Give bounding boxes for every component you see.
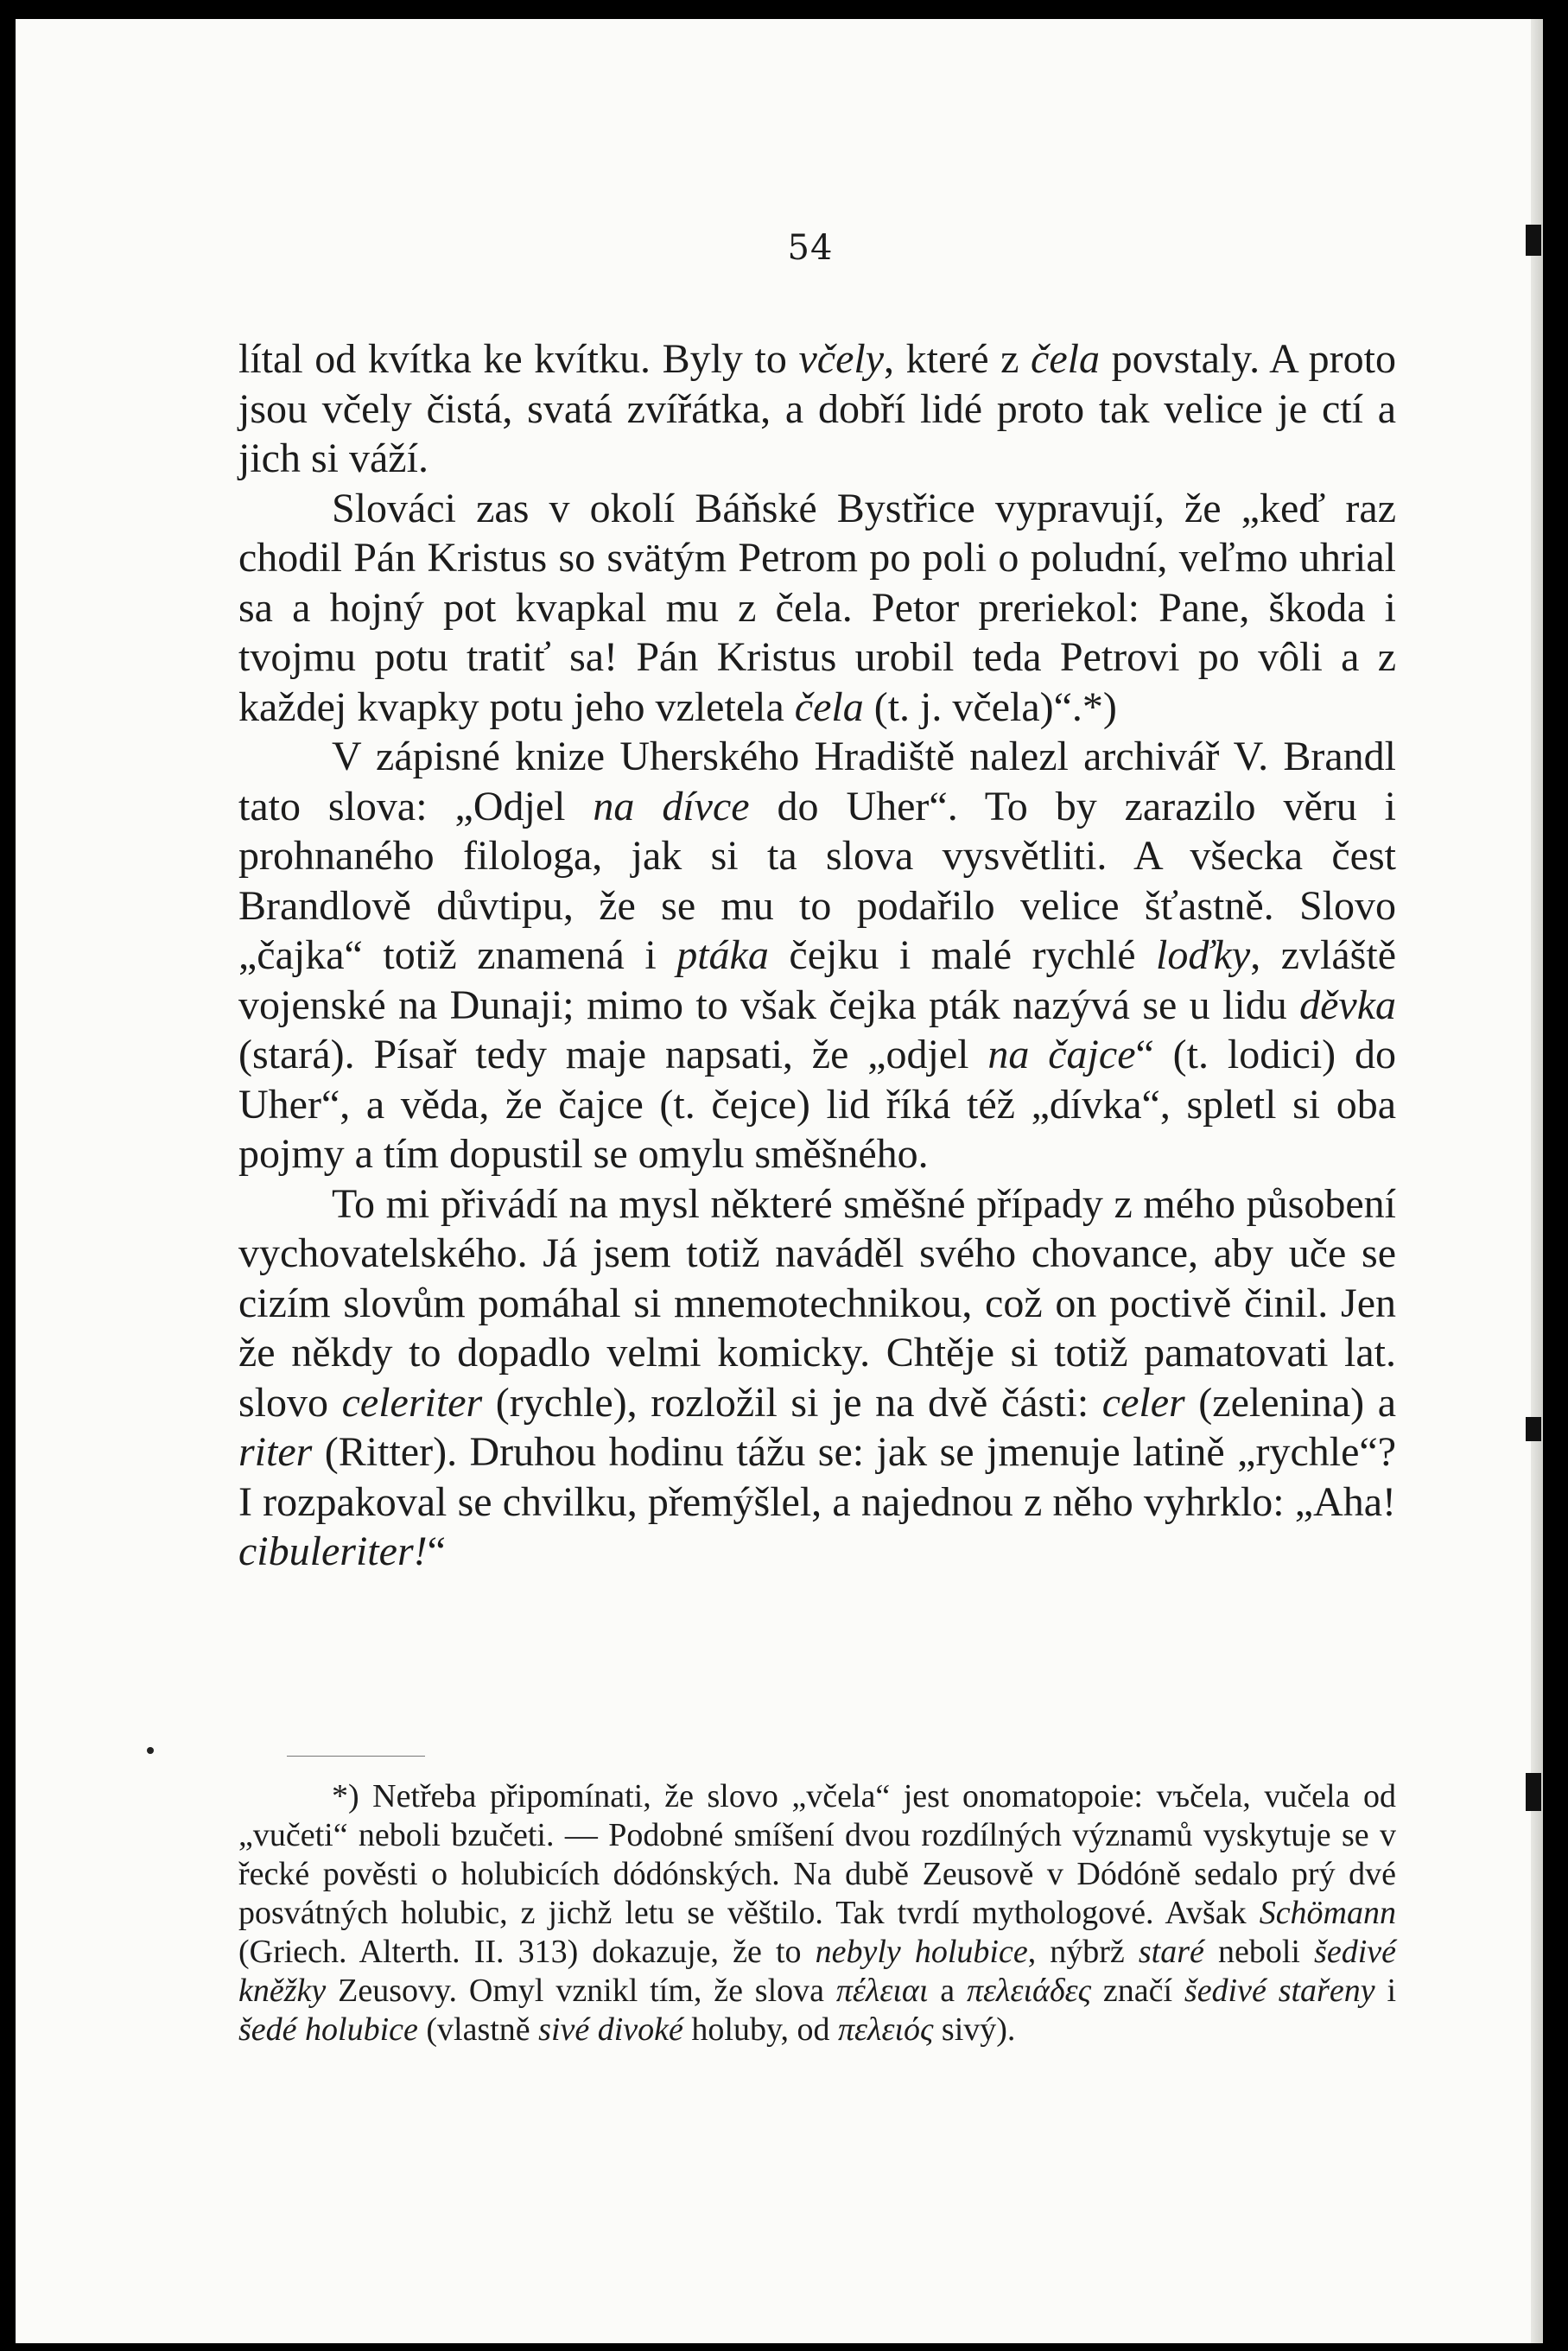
italic-text-run: na čajce <box>987 1032 1136 1077</box>
footnote <box>238 1777 1396 2049</box>
italic-text-run: staré <box>1138 1934 1204 1970</box>
book-page <box>16 19 1543 2343</box>
edge-tab-mark <box>1526 1417 1541 1441</box>
text-run: (Griech. Alterth. II. 313) dokazuje, že to <box>238 1934 816 1970</box>
text-run: Slováci zas v okolí Báňské Bystřice vypravují, že „keď raz chodil Pán Kristus so svätým Petrom po poli o poludní, veľmo uhrial sa a hojný pot kvapkal mu z čela. Petor preriekol: Pane, škoda i tvojmu potu tratiť sa! Pán Kristus urobil teda Petrovi po vôli a z každej kvapky potu jeho vzletela <box>238 485 1396 730</box>
text-run: V zápisné knize Uherského Hradiště nalezl archivář V. Brandl tato slova: „Odjel <box>238 734 1396 829</box>
italic-text-run: včely <box>798 336 885 382</box>
italic-text-run: sivé divoké <box>538 2011 683 2048</box>
text-run: značí <box>1091 1973 1184 2009</box>
italic-text-run: šedé holubice <box>238 2011 418 2048</box>
text-run: Zeusovy. Omyl vznikl tím, že slova <box>326 1973 836 2009</box>
text-run: (t. j. včela)“.*) <box>863 683 1117 730</box>
text-run: , nýbrž <box>1027 1934 1139 1970</box>
page-edge-shadow <box>1531 19 1543 2343</box>
text-run: holuby, od <box>682 2011 838 2048</box>
paragraph <box>238 732 1396 1179</box>
italic-text-run: nebyly holubice <box>815 1934 1028 1970</box>
italic-text-run: děvka <box>1299 982 1396 1028</box>
italic-text-run: Schömann <box>1259 1895 1396 1931</box>
ink-speck <box>147 1747 154 1754</box>
text-run: lítal od kvítka ke kvítku. Byly to <box>238 336 799 382</box>
text-run: “ (t. lodici) do Uher“, a věda, že čajce (t. čejce) lid říká též „dívka“, spletl si oba pojmy a tím dopustil se omylu směšného. <box>238 1032 1397 1177</box>
paragraph <box>238 334 1396 484</box>
text-run: “ <box>427 1528 446 1574</box>
italic-text-run: πέλειαι <box>835 1973 929 2009</box>
italic-text-run: πελειός <box>838 2011 934 2048</box>
text-run: i <box>1374 1973 1397 2009</box>
italic-text-run: celeriter <box>341 1379 483 1426</box>
text-run: *) Netřeba připomínati, že slovo „včela“ jest onomatopoie: vъčela, vučela od „vučeti“ neboli bzučeti. — Podobné smíšení dvou rozdílných významů vyskytuje se v řecké pověsti o holubicích dódónských. Na dubě Zeusově v Dódóně sedalo prý dvé posvátných holubic, z jichž letu se věštilo. Tak tvrdí mythologové. Avšak <box>238 1778 1396 1931</box>
italic-text-run: loďky <box>1156 932 1251 978</box>
text-run: To mi přivádí na mysl některé směšné případy z mého působení vychovatelského. Já jsem totiž naváděl svého chovance, aby uče se cizím slovům pomáhal si mnemotechnikou, což on poctivě činil. Jen že někdy to dopadlo velmi komicky. Chtěje si totiž pamatovati lat. slovo <box>238 1180 1396 1426</box>
page-number: 54 <box>787 228 834 268</box>
italic-text-run: čela <box>794 683 864 730</box>
italic-text-run: šedivé stařeny <box>1184 1973 1375 2009</box>
text-run: čejku i malé rychlé <box>768 932 1157 978</box>
italic-text-run: čela <box>1031 336 1100 382</box>
italic-text-run: ptáka <box>676 932 769 978</box>
paragraph <box>238 1179 1396 1577</box>
text-run: (rychle), rozložil si je na dvě části: <box>482 1379 1102 1426</box>
text-run: sivý). <box>933 2011 1016 2048</box>
text-run: (Ritter). Druhou hodinu tážu se: jak se jmenuje latině „rychle“? I rozpakoval se chvilku, přemýšlel, a najednou z něho vyhrklo: „Aha! <box>238 1429 1396 1525</box>
text-run: povstaly. A proto jsou včely čistá, svatá zvířátka, a dobří lidé proto tak velice je ctí a jich si váží. <box>238 336 1396 481</box>
text-run: do Uher“. To by zarazilo věru i prohnaného filologa, jak si ta slova vysvětliti. A všecka čest Brandlově důvtipu, že se mu to podařilo velice šťastně. Slovo „čajka“ totiž znamená i <box>238 783 1396 978</box>
italic-text-run: πελειάδες <box>967 1973 1092 2009</box>
italic-text-run: cibuleriter! <box>238 1528 428 1574</box>
paragraph <box>238 484 1396 733</box>
text-run: a <box>928 1973 967 2009</box>
footnote-separator <box>287 1756 425 1757</box>
text-run: neboli <box>1203 1934 1315 1970</box>
text-run: (stará). Písař tedy maje napsati, že „odjel <box>238 1032 988 1077</box>
text-run: (vlastně <box>417 2011 539 2048</box>
edge-tab-mark <box>1526 1773 1541 1811</box>
text-run: , které z <box>884 336 1032 382</box>
italic-text-run: na dívce <box>593 783 750 829</box>
main-text <box>238 334 1396 1577</box>
italic-text-run: celer <box>1101 1379 1185 1426</box>
italic-text-run: riter <box>238 1429 313 1475</box>
text-run: (zelenina) a <box>1184 1379 1397 1426</box>
italic-text-run: šedivé kněžky <box>238 1934 1396 2009</box>
text-run: , zvláště vojenské na Dunaji; mimo to však čejka pták nazývá se u lidu <box>238 932 1397 1028</box>
